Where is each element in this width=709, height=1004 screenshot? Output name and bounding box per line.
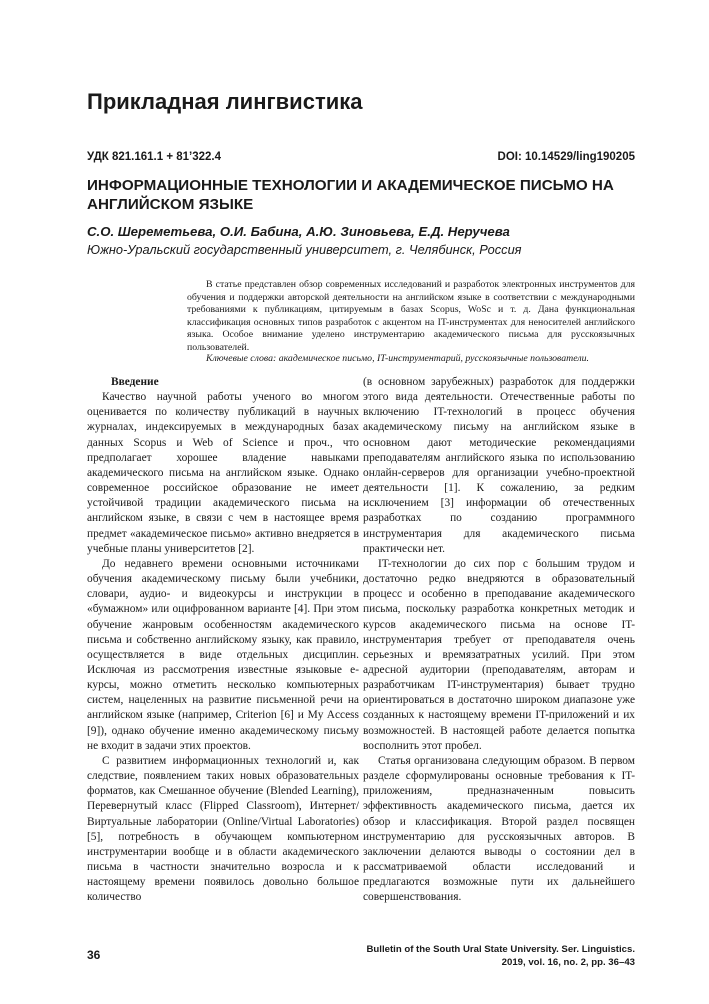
article-keywords: Ключевые слова: академическое письмо, IT-инструментарий, русскоязычные пользователи. xyxy=(206,353,589,364)
doi-label: DOI: 10.14529/ling190205 xyxy=(497,151,635,163)
page-number: 36 xyxy=(87,948,101,962)
udc-code: УДК 821.161.1 + 81’322.4 xyxy=(87,151,222,163)
body-paragraph: IT-технологии до сих пор с большим трудом и достаточно редко внедряются в образовательный процесс и особенно в преподавание академического письма, поскольку разработка конкретных методик и курсов академического письма на основе IT-инструментария требует от преподавателя очень серьезных и времязатратных усилий. При этом адресной аудитории (преподавателям, авторам и разработчикам IT-инструментария) бывает трудно ориентироваться в достаточно широком диапазоне уже созданных к настоящему времени IT-приложений и их возможностей. В настоящей работе делается попытка восполнить этот пробел. xyxy=(363,557,635,752)
bulletin-title: Bulletin of the South Ural State University. Ser. Linguistics. xyxy=(366,944,635,955)
article-authors: С.О. Шереметьева, О.И. Бабина, А.Ю. Зиновьева, Е.Д. Неручева xyxy=(87,224,510,239)
body-paragraph: До недавнего времени основными источниками обучения академическому письму были учебники, словари, аудио- и видеокурсы и инструкции в «бумажном» или оцифрованном варианте [4]. При этом обучение жанровым особенностям академического письма и собственно английскому языку, как правило, осуществляется в виде отдельных дисциплин. Исключая из рассмотрения известные языковые e-курсы, можно отметить несколько компьютерных систем, нацеленных на развитие письменной речи на английском языке (например, Criterion [6] и My Access [9]), однако обучение именно академическому письму не входит в задачи этих проектов. xyxy=(87,557,359,752)
body-column-right xyxy=(363,375,635,905)
author-affiliation: Южно-Уральский государственный университет, г. Челябинск, Россия xyxy=(87,242,522,257)
journal-section-title: Прикладная лингвистика xyxy=(87,89,363,114)
bulletin-volume: 2019, vol. 16, no. 2, pp. 36–43 xyxy=(501,956,635,968)
body-paragraph: (в основном зарубежных) разработок для поддержки этого вида деятельности. Отечественные работы по включению IT-технологий в процесс обучения академическому письму на английском языке в основном дают методические рекомендациями преподавателям английского языка по использованию онлайн-серверов для организации учебно-проектной деятельности [1]. К сожалению, за редким исключением [3] информации об отечественных разработках по созданию программного инструментария для академического письма практически нет. xyxy=(363,376,635,555)
article-abstract xyxy=(187,279,635,355)
body-paragraph: С развитием информационных технологий и, как следствие, появлением таких новых образовательных форматов, как Смешанное обучение (Blended Learning), Перевернутый класс (Flipped Classroom), Интернет/Виртуальные лаборатории (Online/Virtual Laboratories) [5], потребность в обучающем компьютерном инструментарии вообще и в области академического письма в частности значительно возросла и к настоящему времени появилось довольно большое количество xyxy=(87,754,359,904)
body-paragraph: Статья организована следующим образом. В первом разделе сформулированы основные требования к IT-приложениям, предназначенным повысить эффективность академического письма, дается их обзор и классификация. Второй раздел посвящен инструментарию для русскоязычных авторов. В заключении делаются выводы о состоянии дел в рассматриваемой области исследований и предлагаются возможные пути их дальнейшего совершенствования. xyxy=(363,754,635,904)
article-title: ИНФОРМАЦИОННЫЕ ТЕХНОЛОГИИ И АКАДЕМИЧЕСКОЕ ПИСЬМО НА АНГЛИЙСКОМ ЯЗЫКЕ xyxy=(87,177,614,213)
section-heading-introduction: Введение xyxy=(111,376,159,388)
body-paragraph: Качество научной работы ученого во многом оценивается по количеству публикаций в научных журналах, индексируемых в международных базах данных Scopus и Web of Science и проч., что предполагает хорошее владение навыками академического письма на английском языке. Однако современное российское образование не имеет устойчивой традиции академического письма на английском языке, в связи с чем в настоящее время предмет «академическое письмо» активно внедряется в учебные планы университетов [2]. xyxy=(87,391,359,555)
bulletin-citation xyxy=(367,944,636,969)
body-column-left xyxy=(87,375,359,905)
abstract-text: В статье представлен обзор современных исследований и разработок электронных инструментов для обучения и поддержки авторской деятельности на английском языке в соответствии с международными требованиями к публикациям, цитируемым в базах Scopus, WoSc и т. д. Дана функциональная классификация основных типов разработок с акцентом на IT-инструментах для неносителей английского языка. Особое внимание уделено инструментарию академического письма для русскоязычных пользователей. xyxy=(187,279,635,353)
